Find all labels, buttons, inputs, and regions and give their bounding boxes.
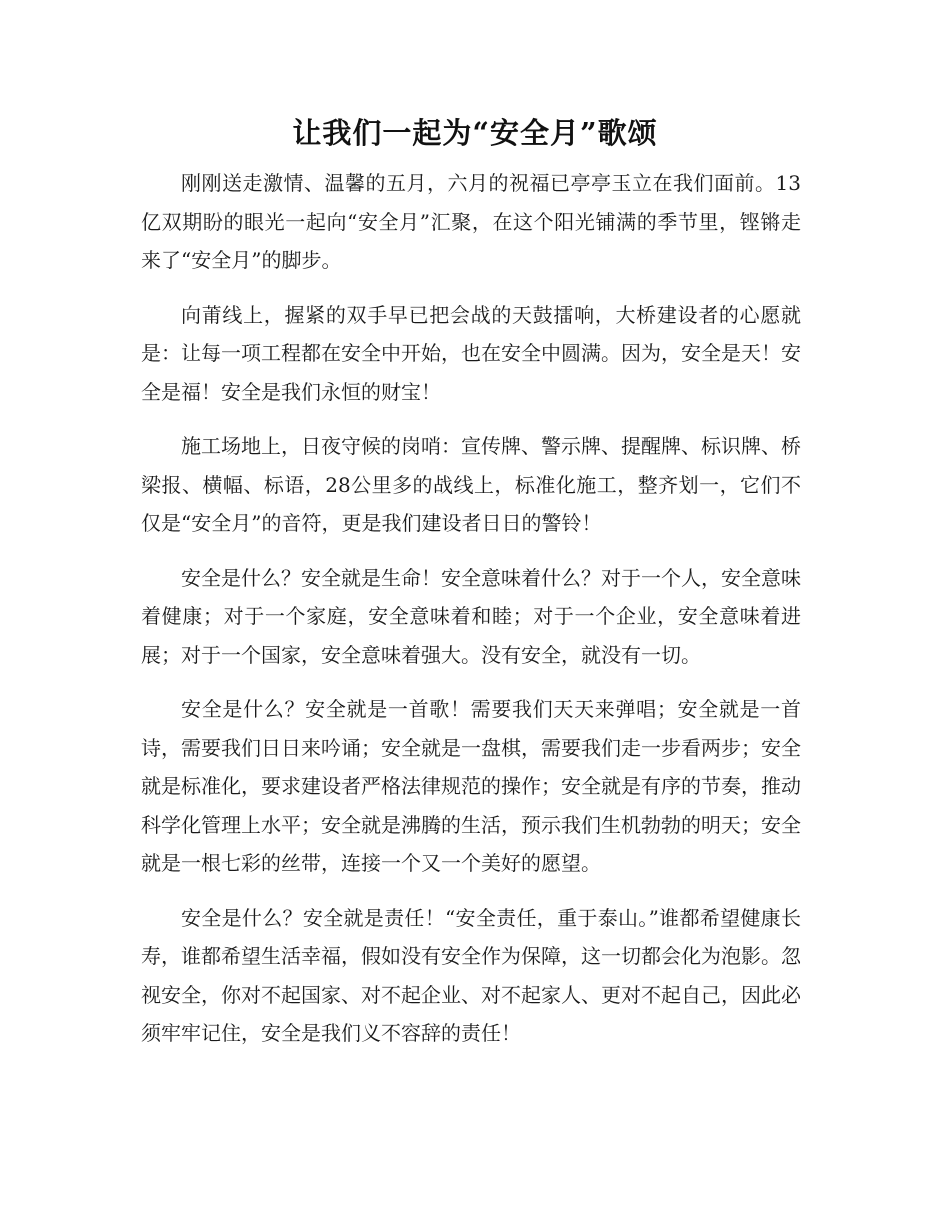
paragraph-1: 刚刚送走激情、温馨的五月，六月的祝福已亭亭玉立在我们面前。13亿双期盼的眼光一起向“安全月”汇聚，在这个阳光铺满的季节里，铿锵走来了“安全月”的脚步。 [141, 171, 801, 272]
paragraph-5: 安全是什么？安全就是一首歌！需要我们天天来弹唱；安全就是一首诗，需要我们日日来吟诵；安全就是一盘棋，需要我们走一步看两步；安全就是标准化，要求建设者严格法律规范的操作；安全就是有序的节奏，推动科学化管理上水平；安全就是沸腾的生活，预示我们生机勃勃的明天；安全就是一根七彩的丝带，连接一个又一个美好的愿望。 [141, 697, 801, 875]
paragraph-3: 施工场地上，日夜守候的岗哨：宣传牌、警示牌、提醒牌、标识牌、桥梁报、横幅、标语，28公里多的战线上，标准化施工，整齐划一，它们不仅是“安全月”的音符，更是我们建设者日日的警铃！ [141, 434, 801, 535]
paragraph-6: 安全是什么？安全就是责任！“安全责任，重于泰山。”谁都希望健康长寿，谁都希望生活幸福，假如没有安全作为保障，这一切都会化为泡影。忽视安全，你对不起国家、对不起企业、对不起家人、更对不起自己，因此必须牢牢记住，安全是我们义不容辞的责任！ [141, 905, 801, 1045]
paragraph-2: 向莆线上，握紧的双手早已把会战的天鼓擂响，大桥建设者的心愿就是：让每一项工程都在安全中开始，也在安全中圆满。因为，安全是天！安全是福！安全是我们永恒的财宝！ [141, 302, 801, 404]
document-title: 让我们一起为“安全月”歌颂 [292, 116, 658, 150]
paragraph-4: 安全是什么？安全就是生命！安全意味着什么？对于一个人，安全意味着健康；对于一个家庭，安全意味着和睦；对于一个企业，安全意味着进展；对于一个国家，安全意味着强大。没有安全，就没有一切。 [141, 565, 801, 667]
document-body [141, 164, 801, 1069]
